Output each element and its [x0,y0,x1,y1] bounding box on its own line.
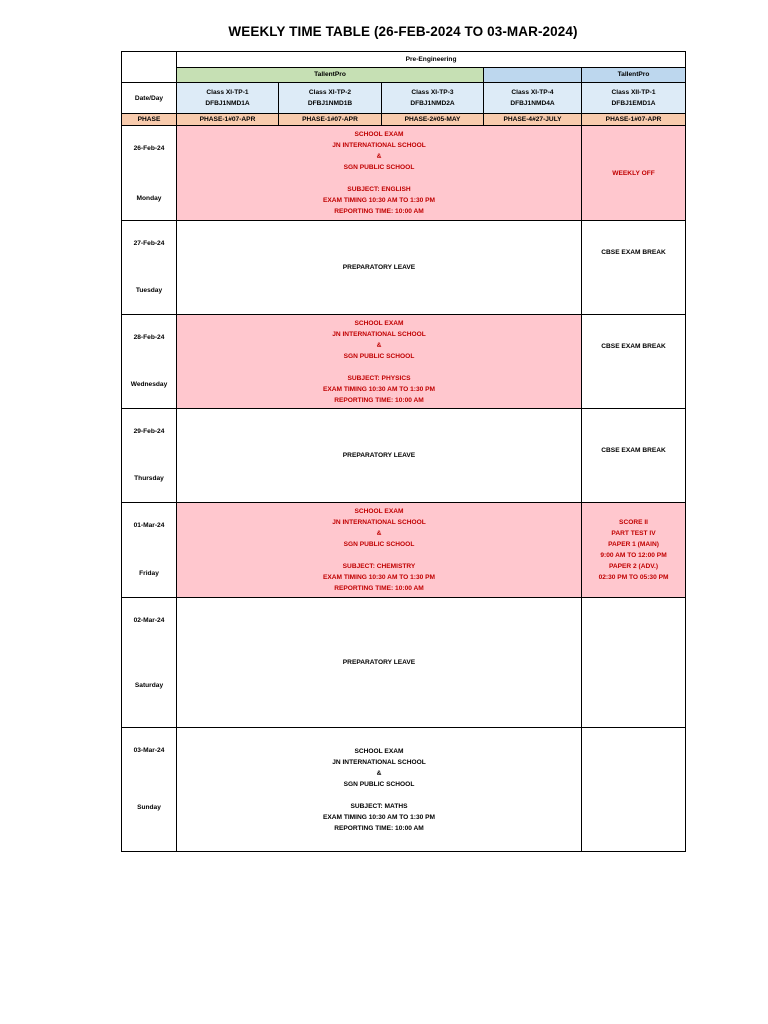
spacer-line [177,550,581,561]
class-code: DFBJ1NMD1B [307,100,353,107]
spacer-line [177,790,581,801]
school-name: JN INTERNATIONAL SCHOOL [332,758,426,766]
school-name: JN INTERNATIONAL SCHOOL [332,519,426,526]
reporting-time: REPORTING TIME: 10:00 AM [334,208,424,215]
class-header [382,83,484,114]
day-row [122,728,686,852]
phase-cell: PHASE-2#05-MAY [382,114,484,126]
page-title: WEEKLY TIME TABLE (26-FEB-2024 TO 03-MAR-2024) [228,24,578,39]
exam-subject: SUBJECT: ENGLISH [347,186,411,193]
right-note: SCORE II [619,519,648,526]
exam-subject: SUBJECT: MATHS [350,802,408,810]
class-code: DFBJ1NMD4A [510,100,555,107]
exam-timing: EXAM TIMING 10:30 AM TO 1:30 PM [322,574,436,581]
day-row [122,598,686,728]
exam-title: SCHOOL EXAM [354,747,404,755]
right-note: CBSE EXAM BREAK [601,343,666,350]
right-cell [582,221,686,315]
right-note: 02:30 PM TO 05:30 PM [598,574,669,581]
class-header [177,83,279,114]
date-day-label: Date/Day [122,83,177,114]
exam-cell [177,126,582,221]
ampersand: & [376,341,382,349]
date-label: 29-Feb-24 [133,428,165,435]
program-header-right: TallentPro [582,67,686,83]
preparatory-leave-cell: PREPARATORY LEAVE [177,409,582,503]
right-cell [582,409,686,503]
class-code: DFBJ1EMD1A [611,100,656,107]
right-note: 9:00 AM TO 12:00 PM [600,552,667,559]
class-code: DFBJ1NMD1A [205,100,250,107]
day-row [122,126,686,221]
weekday-label: Thursday [134,475,164,482]
class-name: Class XI-TP-2 [308,89,352,96]
right-note: CBSE EXAM BREAK [601,249,666,256]
ampersand: & [376,153,382,160]
day-row [122,503,686,598]
right-note: PAPER 2 (ADV.) [608,563,659,570]
date-day-cell [122,315,177,409]
preparatory-leave-cell: PREPARATORY LEAVE [177,221,582,315]
exam-timing: EXAM TIMING 10:30 AM TO 1:30 PM [322,197,436,204]
right-note: PAPER 1 (MAIN) [608,541,659,548]
weekday-label: Saturday [134,682,164,689]
right-cell [582,503,686,598]
ampersand: & [376,769,382,777]
ampersand: & [376,530,382,537]
class-code: DFBJ1NMD2A [410,100,455,107]
date-day-cell [122,221,177,315]
spacer-line [177,173,581,184]
date-label: 27-Feb-24 [133,240,165,247]
preparatory-leave-cell: PREPARATORY LEAVE [177,598,582,728]
phase-cell: PHASE-1#07-APR [279,114,382,126]
class-header-row [122,83,686,114]
exam-title: SCHOOL EXAM [354,319,404,327]
day-row [122,409,686,503]
weekday-label: Tuesday [135,287,163,294]
timetable [121,51,686,852]
program-header-left: TallentPro [177,67,484,83]
school-name: SGN PUBLIC SCHOOL [343,541,415,548]
date-day-cell [122,126,177,221]
phase-cell: PHASE-1#07-APR [177,114,279,126]
date-day-cell [122,409,177,503]
exam-subject: SUBJECT: CHEMISTRY [342,563,416,570]
phase-cell: PHASE-4#27-JULY [484,114,582,126]
exam-cell [177,728,582,852]
school-name: JN INTERNATIONAL SCHOOL [332,142,426,149]
phase-row [122,114,686,126]
weekday-label: Sunday [137,804,161,811]
class-name: Class XII-TP-1 [611,89,656,96]
phase-cell: PHASE-1#07-APR [582,114,686,126]
school-name: SGN PUBLIC SCHOOL [343,780,415,788]
corner-cell [122,52,177,83]
class-header [582,83,686,114]
exam-cell [177,315,582,409]
right-cell [582,126,686,221]
phase-label: PHASE [122,114,177,126]
exam-cell [177,503,582,598]
right-note: CBSE EXAM BREAK [601,447,666,454]
day-row [122,221,686,315]
right-cell [582,315,686,409]
group-header: Pre-Engineering [177,52,686,68]
date-day-cell [122,503,177,598]
school-name: JN INTERNATIONAL SCHOOL [332,330,426,338]
reporting-time: REPORTING TIME: 10:00 AM [334,585,424,592]
class-header [279,83,382,114]
reporting-time: REPORTING TIME: 10:00 AM [334,824,424,832]
right-note: WEEKLY OFF [612,169,655,177]
date-label: 26-Feb-24 [133,145,165,152]
exam-timing: EXAM TIMING 10:30 AM TO 1:30 PM [322,813,436,821]
date-label: 03-Mar-24 [133,747,165,754]
right-cell [582,598,686,728]
day-row [122,315,686,409]
date-label: 28-Feb-24 [133,334,165,341]
weekday-label: Friday [139,570,159,577]
date-label: 01-Mar-24 [133,522,165,529]
right-note: PART TEST IV [611,530,656,537]
class-name: Class XI-TP-4 [511,89,554,96]
class-name: Class XI-TP-1 [206,89,249,96]
school-name: SGN PUBLIC SCHOOL [343,164,415,171]
right-cell [582,728,686,852]
class-name: Class XI-TP-3 [411,89,454,96]
program-header-blank [484,67,582,83]
exam-timing: EXAM TIMING 10:30 AM TO 1:30 PM [322,385,436,393]
class-header [484,83,582,114]
date-day-cell [122,598,177,728]
reporting-time: REPORTING TIME: 10:00 AM [334,396,424,404]
exam-title: SCHOOL EXAM [354,508,404,515]
date-label: 02-Mar-24 [133,617,165,624]
exam-subject: SUBJECT: PHYSICS [347,374,411,382]
weekday-label: Monday [136,195,162,202]
exam-title: SCHOOL EXAM [354,131,404,138]
group-header-row [122,52,686,68]
spacer-line [177,362,581,373]
date-day-cell [122,728,177,852]
weekday-label: Wednesday [130,381,168,388]
school-name: SGN PUBLIC SCHOOL [343,352,415,360]
program-header-row [122,67,686,83]
